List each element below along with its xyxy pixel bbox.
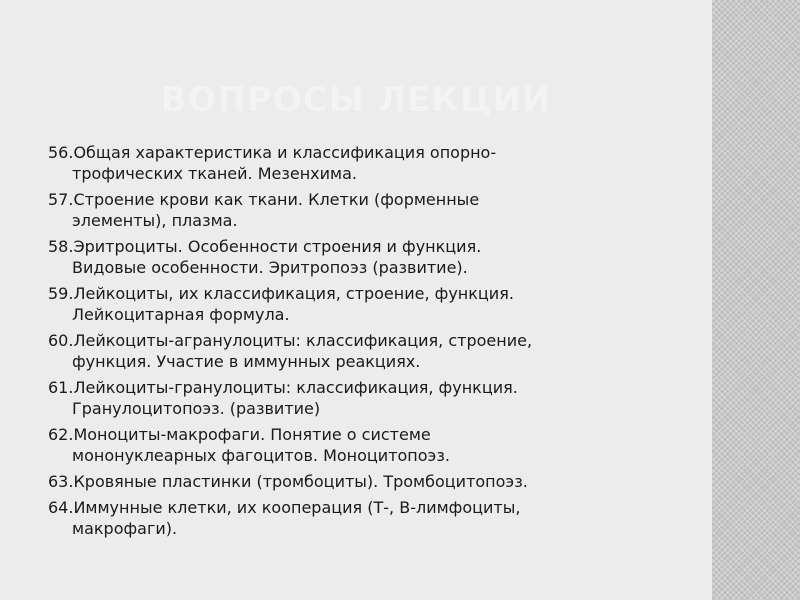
item-line-1: 63.Кровяные пластинки (тромбоциты). Тромбоцитопоэз. xyxy=(48,472,528,491)
item-line-1: 56.Общая характеристика и классификация опорно- xyxy=(48,143,497,162)
item-line-1: 57.Строение крови как ткани. Клетки (форменные xyxy=(48,190,480,209)
item-line-1: 61.Лейкоциты-гранулоциты: классификация, функция. xyxy=(48,378,518,397)
item-line-2: элементы), плазма. xyxy=(72,211,238,230)
list-item xyxy=(48,497,648,539)
item-line-1: 58.Эритроциты. Особенности строения и функция. xyxy=(48,237,482,256)
item-line-1: 62.Моноциты-макрофаги. Понятие о системе xyxy=(48,425,431,444)
list-item xyxy=(48,424,648,466)
list-item xyxy=(48,189,648,231)
item-line-2: Лейкоцитарная формула. xyxy=(72,305,290,324)
item-line-1: 60.Лейкоциты-агранулоциты: классификация, строение, xyxy=(48,331,533,350)
list-item xyxy=(48,330,648,372)
list-item xyxy=(48,142,648,184)
item-line-2: функция. Участие в иммунных реакциях. xyxy=(72,352,421,371)
item-line-1: 59.Лейкоциты, их классификация, строение, функция. xyxy=(48,284,514,303)
list-item xyxy=(48,283,648,325)
list-item xyxy=(48,236,648,278)
list-item xyxy=(48,471,648,492)
item-line-2: Видовые особенности. Эритропоэз (развитие). xyxy=(72,258,468,277)
item-line-2: трофических тканей. Мезенхима. xyxy=(72,164,358,183)
list-item xyxy=(48,377,648,419)
item-line-2: Гранулоцитопоэз. (развитие) xyxy=(72,399,321,418)
lecture-questions-list xyxy=(48,142,648,544)
item-line-2: мононуклеарных фагоцитов. Моноцитопоэз. xyxy=(72,446,450,465)
decorative-side-stripe xyxy=(712,0,800,600)
slide-title: ВОПРОСЫ ЛЕКЦИИ xyxy=(160,80,552,120)
item-line-1: 64.Иммунные клетки, их кооперация (Т-, В-лимфоциты, xyxy=(48,498,521,517)
item-line-2: макрофаги). xyxy=(72,519,178,538)
